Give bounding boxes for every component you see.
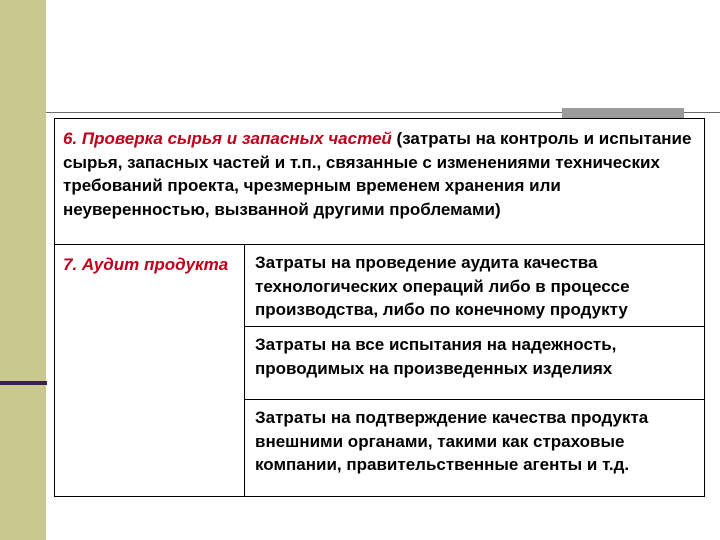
left-decorative-band: [0, 0, 46, 540]
audit-cost-item-3: Затраты на подтверждение качества продукта внешними органами, такими как страховые компании, правительственные агенты и т.д.: [244, 399, 704, 496]
audit-cost-item-1: Затраты на проведение аудита качества технологических операций либо в процессе производства, либо по конечному продукту: [244, 244, 704, 326]
audit-cost-item-2: Затраты на все испытания на надежность, проводимых на произведенных изделиях: [244, 326, 704, 399]
purple-accent-bar: [0, 381, 47, 385]
row-title: 6. Проверка сырья и запасных частей: [63, 129, 392, 148]
row-raw-materials-inspection: [55, 119, 704, 244]
product-audit-label: 7. Аудит продукта: [55, 244, 244, 496]
cost-table: [54, 118, 705, 497]
row-description: (затраты на контроль и испытание сырья, запасных частей и т.п., связанные с изменениями технических требований проекта, чрезмерным временем хранения или неуверенностью, вызванной другими проблемами): [63, 129, 692, 219]
